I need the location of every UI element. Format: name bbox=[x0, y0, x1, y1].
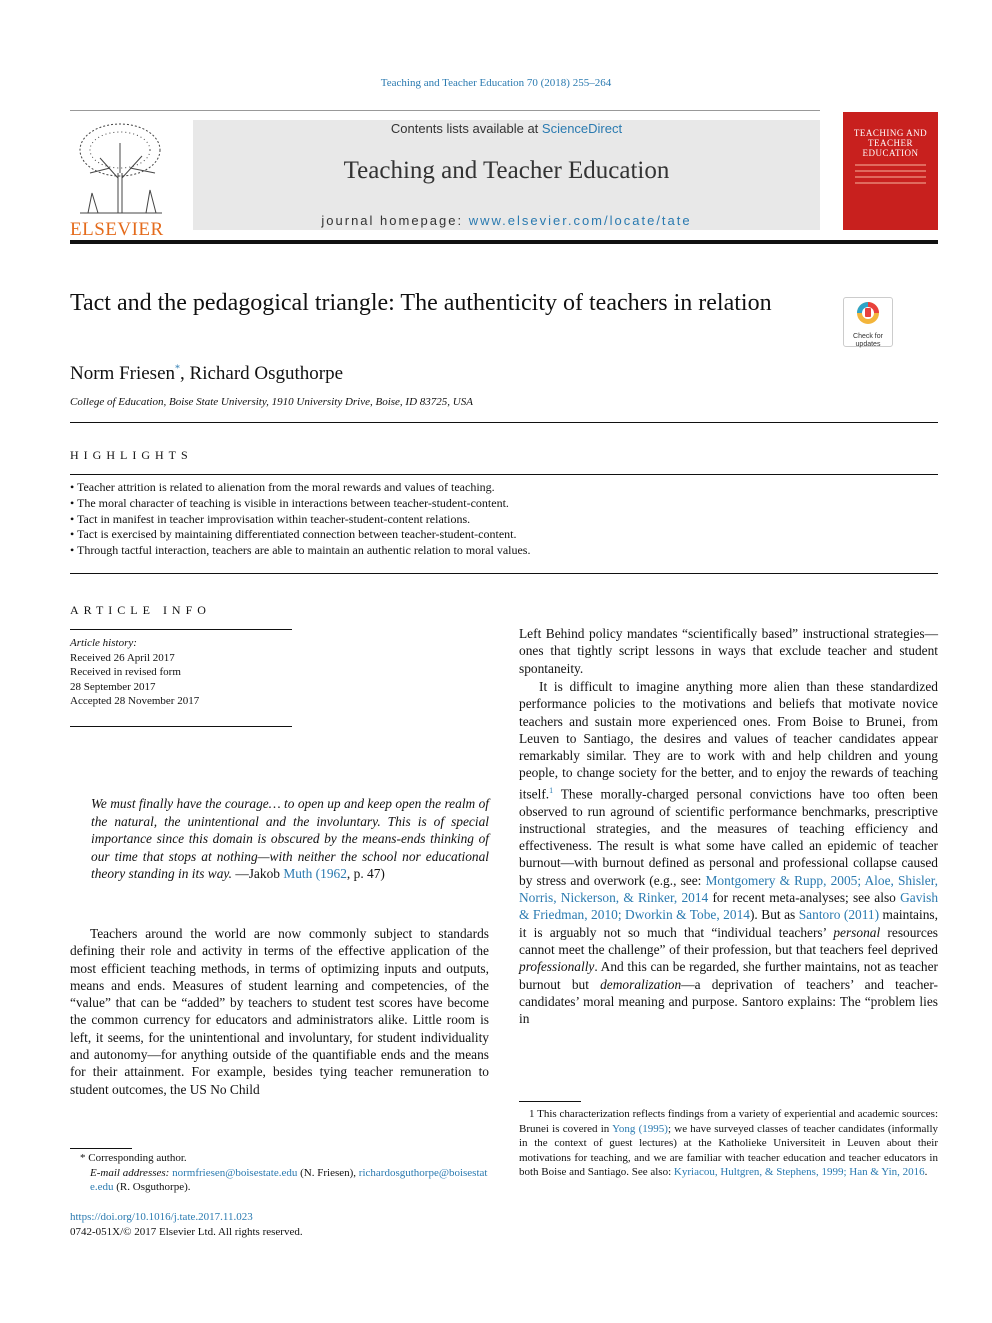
footnote-rule bbox=[519, 1101, 581, 1102]
elsevier-wordmark: ELSEVIER bbox=[70, 219, 164, 240]
highlights-bottom-rule bbox=[70, 573, 938, 574]
journal-cover[interactable] bbox=[843, 112, 938, 230]
history-accepted: Accepted 28 November 2017 bbox=[70, 695, 200, 707]
citation-link[interactable]: Kyriacou, Hultgren, & Stephens, 1999; Han & Yin, 2016 bbox=[673, 1166, 925, 1178]
emphasis: demoralization bbox=[600, 976, 682, 992]
highlights-top-rule bbox=[70, 422, 938, 423]
email-friesen[interactable]: normfriesen@boisestate.edu bbox=[172, 1166, 298, 1179]
author-friesen[interactable]: Norm Friesen bbox=[70, 363, 176, 384]
journal-homepage bbox=[193, 213, 820, 228]
tree-icon bbox=[70, 118, 172, 218]
intro-paragraph: Teachers around the world are now commonly subject to standards defining their role and activity in terms of the effective application of the most efficient teaching methods, in terms of optimizing inputs and outputs, means and ends. Measures of student learning and competencies, of the “value” that can be “added” by teachers to student test scores have become the common currency for educators and administrators alike. Little room is left, it seems, for the unintentional and involuntary, for student individuality and autonomy—for anything outside of the quantifiable ends and the means for their attainment. For example, besides tying teacher remuneration to student outcomes, the US No Child bbox=[70, 926, 489, 1097]
copyright-line: 0742-051X/© 2017 Elsevier Ltd. All rights reserved. bbox=[70, 1226, 303, 1238]
citation-link[interactable]: Yong (1995) bbox=[612, 1122, 668, 1135]
highlight-item: • Tact is exercised by maintaining differentiated connection between teacher-student-content. bbox=[70, 527, 517, 542]
body-text: resources cannot meet the challenge” of their profession, but that teachers feel deprived bbox=[519, 924, 938, 957]
epigraph bbox=[91, 795, 489, 883]
history-label: Article history: bbox=[70, 637, 137, 649]
body-text: It is difficult to imagine anything more alien than these standardized performance policies to the motivations and beliefs that motivate novice teachers and sustain more experienced ones. From Boise to Brunei, from Leuven to Santiago, the desires and values of teacher candidates appear remarkably similar. They are to work with and help children and young people, to change society for the better, and to enjoy the rewards of teaching itself. bbox=[519, 679, 938, 802]
epigraph-page: , p. 47) bbox=[346, 866, 385, 881]
body-text: ). But as bbox=[749, 907, 799, 923]
highlight-item: • Tact in manifest in teacher improvisation within teacher-student-content relations. bbox=[70, 511, 471, 526]
publisher-logo[interactable] bbox=[70, 118, 172, 240]
email-who: (R. Osguthorpe). bbox=[113, 1181, 191, 1193]
author-osguthorpe[interactable]: Richard Osguthorpe bbox=[189, 363, 344, 384]
epigraph-text: We must finally have the courage… to open up and keep open the realm of the natural, the unintentional and the involuntary. This is of special importance since this domain is obscured by the means-ends thinking of our time that stops at nothing—with neither the school nor educational theory standing in its way. bbox=[91, 796, 489, 881]
body-text: for recent meta-analyses; see also bbox=[708, 890, 901, 906]
highlights-heading: HIGHLIGHTS bbox=[70, 448, 193, 462]
contents-prefix: Contents lists available at bbox=[390, 121, 542, 136]
article-info-bottom-rule bbox=[70, 726, 292, 727]
footnote-ref[interactable]: 1 bbox=[549, 785, 554, 795]
homepage-link[interactable]: www.elsevier.com/locate/tate bbox=[468, 213, 692, 228]
header-thick-divider bbox=[70, 240, 938, 244]
corr-mark: * bbox=[80, 1152, 89, 1164]
continued-paragraph: Left Behind policy mandates “scientifically based” instructional strategies—ones that tightly script lessons in ways that exclude teacher and student spontaneity. bbox=[519, 626, 938, 676]
body-text: These morally-charged personal convictions have too often been observed to run aground of scientific performance benchmarks, prescriptive instructional strategies, and the measures of teaching efficiency and effectiveness. The result is what some have called an epidemic of teacher burnout—with burnout defined as personal and professional collapse caused by stress and overwork (e.g., see: bbox=[519, 786, 938, 888]
check-updates-label: Check for updates bbox=[853, 333, 883, 348]
highlights-heading-rule bbox=[70, 474, 938, 475]
homepage-prefix: journal homepage: bbox=[321, 213, 469, 228]
contents-line bbox=[193, 121, 820, 136]
check-updates-icon bbox=[844, 298, 892, 328]
corresponding-author-mark[interactable]: * bbox=[175, 363, 181, 375]
email-osguthorpe[interactable]: richardosguthorpe@boisestate.edu bbox=[90, 1166, 488, 1193]
body-text: . And this can be regarded, she further maintains, not as teacher burnout but bbox=[519, 959, 938, 992]
cover-decoration bbox=[855, 164, 926, 188]
emphasis: personal bbox=[833, 924, 881, 940]
affiliation: College of Education, Boise State University, 1910 University Drive, Boise, ID 83725, USA bbox=[70, 396, 473, 408]
author-separator: , bbox=[180, 363, 190, 384]
epigraph-attribution: —Jakob bbox=[231, 866, 284, 881]
cover-title: TEACHING AND TEACHER EDUCATION bbox=[853, 128, 928, 158]
citation-link[interactable]: Montgomery & Rupp, 2005; Aloe, Shisler, Norris, Nickerson, & Rinker, 2014 bbox=[519, 872, 938, 906]
corresponding-author-note bbox=[70, 1151, 489, 1195]
article-info-rule bbox=[70, 629, 292, 630]
highlight-item: • Through tactful interaction, teachers are able to maintain an authentic relation to moral values. bbox=[70, 543, 531, 558]
history-revised-date: 28 September 2017 bbox=[70, 680, 156, 693]
article-history bbox=[70, 636, 199, 709]
highlight-item: • The moral character of teaching is visible in interactions between teacher-student-content. bbox=[70, 495, 509, 510]
body-paragraph bbox=[519, 678, 938, 1027]
footnote-1 bbox=[519, 1107, 938, 1180]
footnote-text: ; we have surveyed classes of teacher candidates (informally in the context of guest lectures) at the Katholieke Universiteit in Leuven about their motivations for teaching, and we are familiar with teacher education and teacher educators in both Boise and Santiago. See also: bbox=[519, 1122, 939, 1178]
article-info-heading: ARTICLE INFO bbox=[70, 603, 211, 617]
body-text: maintains, it is arguably not so much that “individual teachers’ bbox=[519, 907, 938, 940]
emphasis: professionally bbox=[519, 959, 595, 975]
footnote-text: . bbox=[924, 1166, 928, 1178]
journal-reference[interactable]: Teaching and Teacher Education 70 (2018) 255–264 bbox=[380, 77, 612, 89]
footnote-number: 1 bbox=[529, 1108, 535, 1120]
muth-citation[interactable]: Muth (1962 bbox=[283, 866, 347, 881]
citation-link[interactable]: Gavish & Friedman, 2010; Dworkin & Tobe, 2014 bbox=[519, 890, 939, 923]
body-text: —a deprivation of teachers’ and teacher-candidates’ moral meaning and purpose. Santoro explains: The “problem lies in bbox=[519, 976, 938, 1027]
sciencedirect-link[interactable]: ScienceDirect bbox=[541, 121, 623, 136]
corr-text: Corresponding author. bbox=[88, 1152, 187, 1164]
history-revised-label: Received in revised form bbox=[70, 666, 181, 678]
email-who: (N. Friesen), bbox=[297, 1166, 359, 1179]
article-title: Tact and the pedagogical triangle: The authenticity of teachers in relation bbox=[70, 290, 772, 316]
journal-title: Teaching and Teacher Education bbox=[343, 157, 670, 184]
author-list bbox=[70, 363, 343, 385]
footnote-text: This characterization reflects findings from a variety of experiential and academic sources: Brunei is covered in bbox=[519, 1108, 938, 1135]
header-divider bbox=[70, 110, 820, 111]
highlights-list bbox=[70, 480, 938, 559]
doi-link[interactable]: https://doi.org/10.1016/j.tate.2017.11.023 bbox=[70, 1211, 253, 1223]
history-received: Received 26 April 2017 bbox=[70, 651, 175, 664]
citation-link[interactable]: Santoro (2011) bbox=[798, 907, 880, 923]
footnote-rule bbox=[70, 1148, 132, 1149]
highlight-item: • Teacher attrition is related to alienation from the moral rewards and values of teaching. bbox=[70, 480, 495, 494]
check-for-updates-badge[interactable] bbox=[843, 297, 893, 347]
email-label: E-mail addresses: bbox=[90, 1166, 173, 1179]
